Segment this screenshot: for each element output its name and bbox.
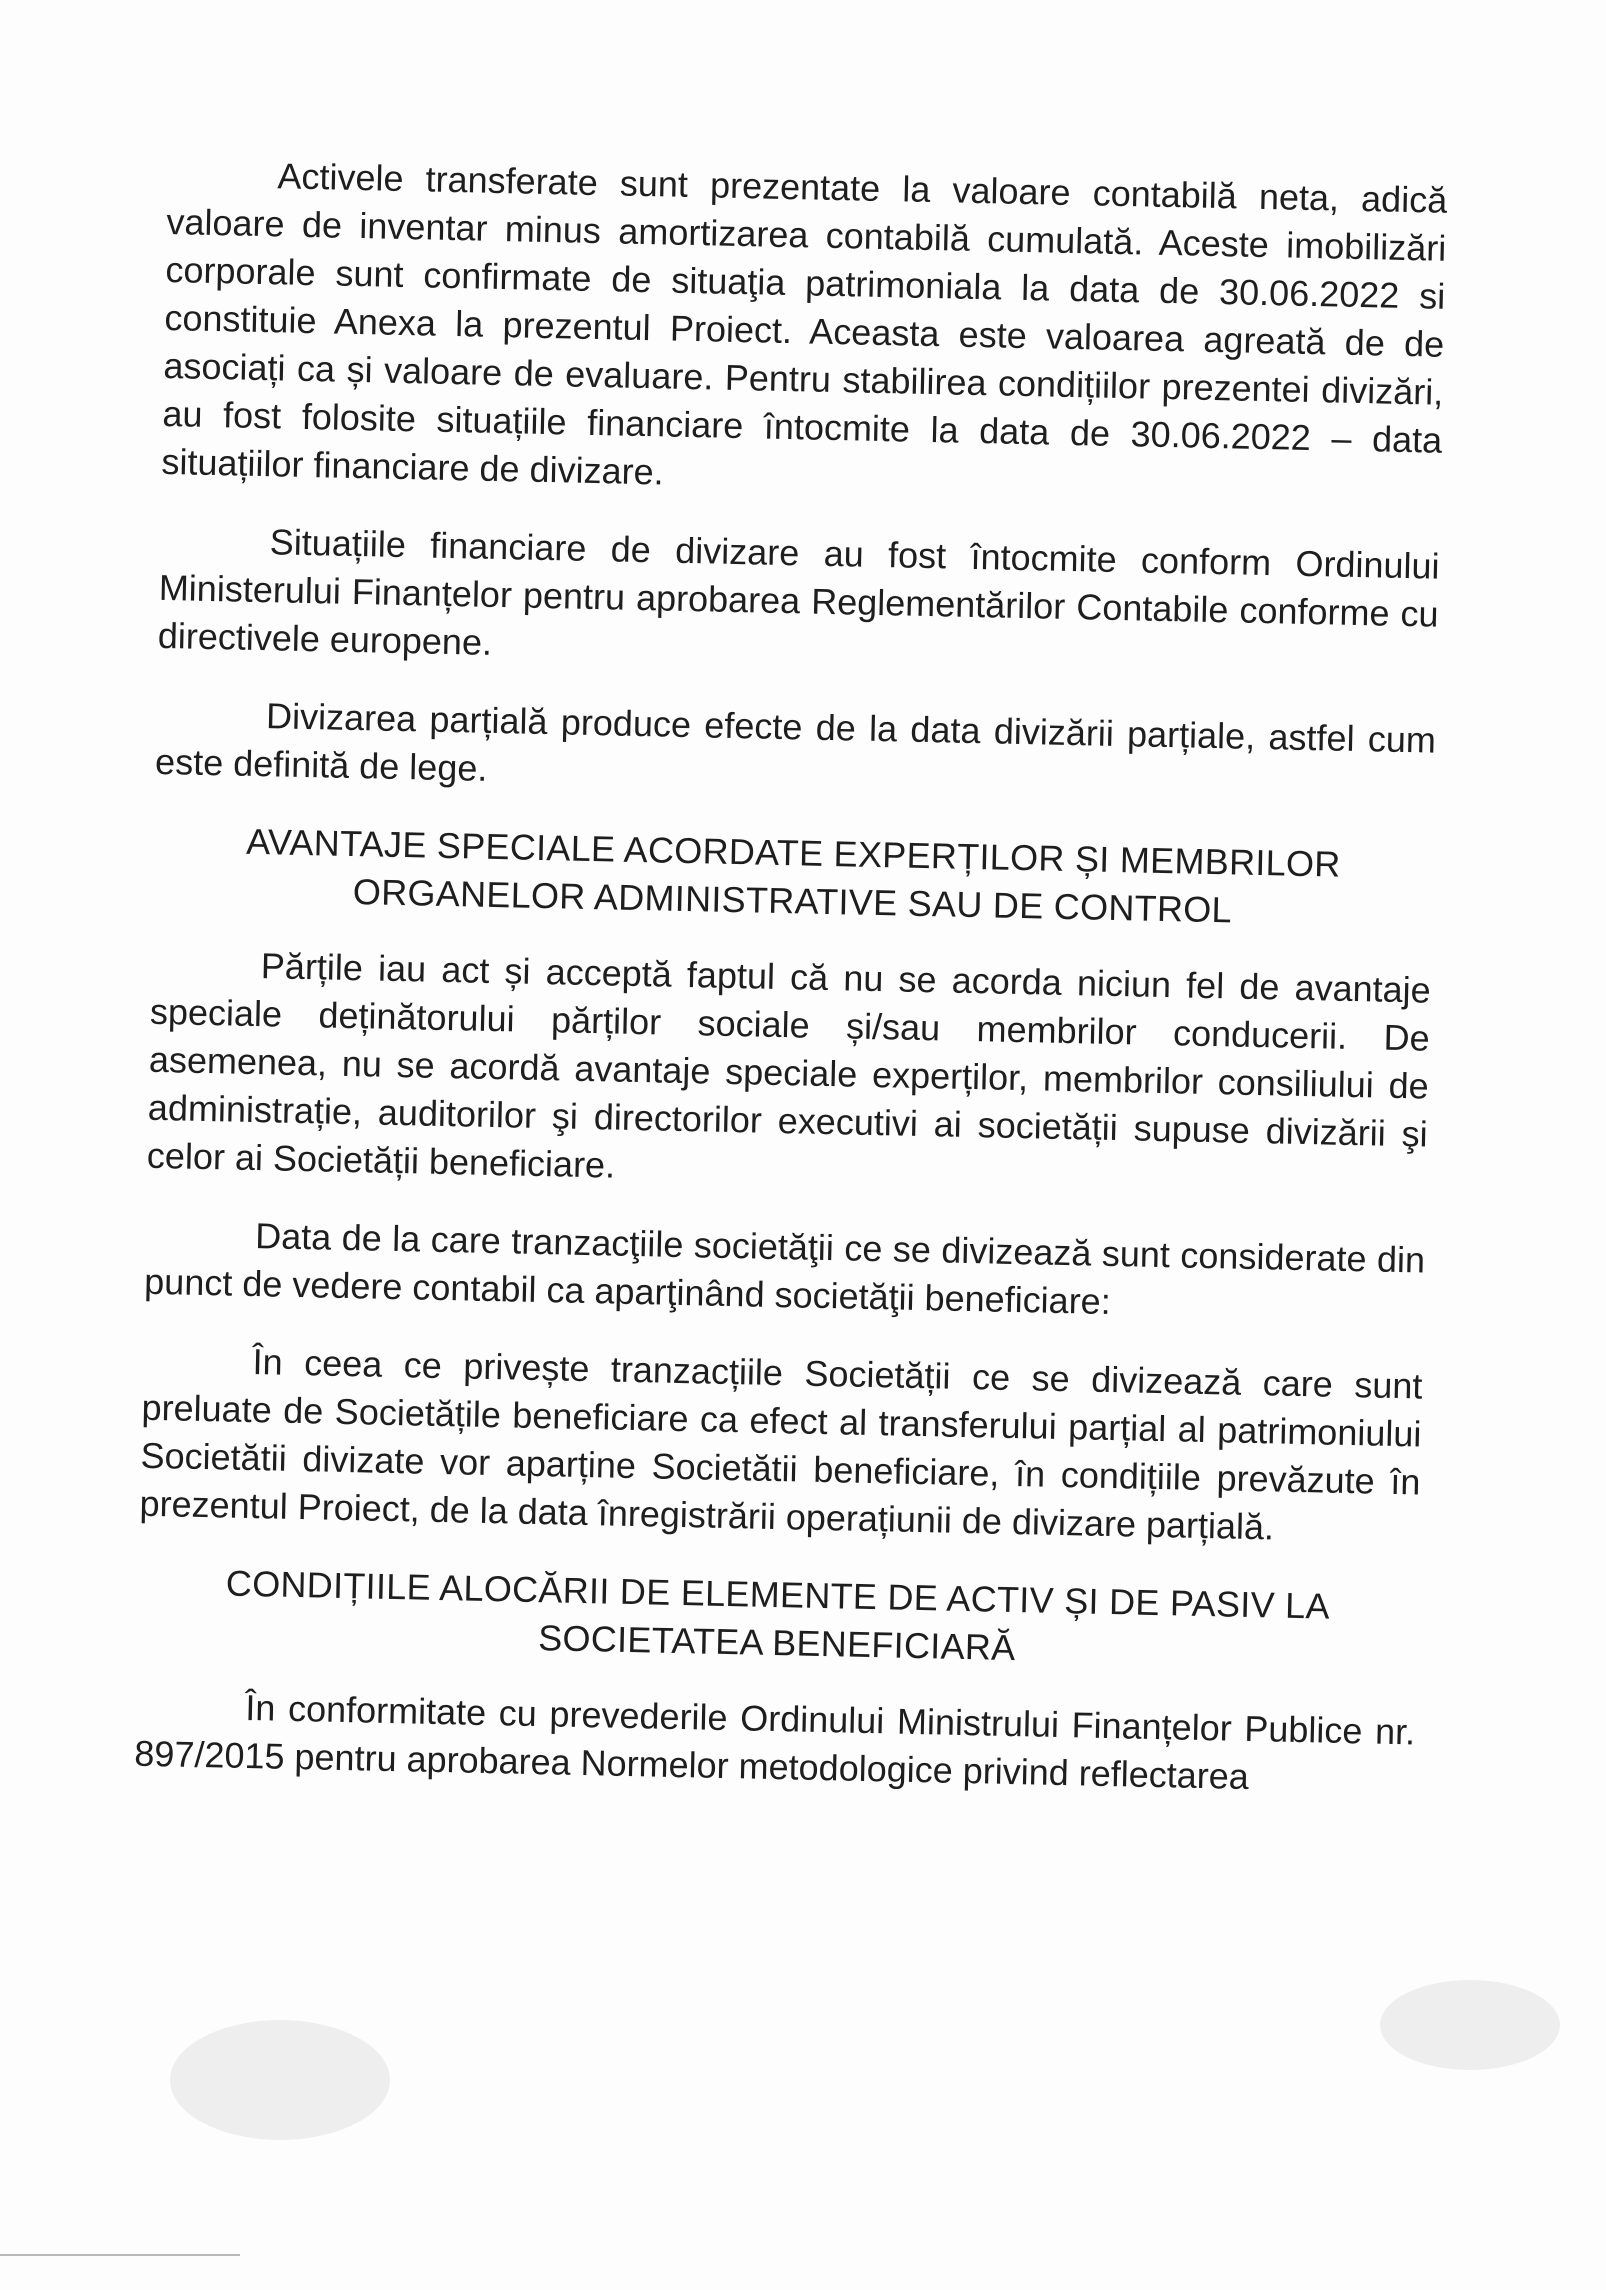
scan-edge-line <box>0 2254 240 2256</box>
paragraph-situatiile: Situațiile financiare de divizare au fost întocmite conform Ordinului Ministerului Finanțelor pentru aprobarea Reglementărilor Contabile conforme cu directivele europene. <box>157 521 1440 663</box>
section-heading-avantaje: AVANTAJE SPECIALE ACORDATE EXPERȚILOR ȘI MEMBRILOR ORGANELOR ADMINISTRATIVE SAU DE CONTROL <box>245 820 1342 931</box>
document-body <box>133 150 1447 1834</box>
paragraph-divizarea: Divizarea parțială produce efecte de la data divizării parțiale, astfel cum este definită de lege. <box>154 695 1437 789</box>
section-heading-conditiile: CONDIȚIILE ALOCĂRII DE ELEMENTE DE ACTIV ȘI DE PASIV LA SOCIETATEA BENEFICIARĂ <box>225 1562 1331 1669</box>
paragraph-tranzactiile: În ceea ce privește tranzacțiile Societății ce se divizează care sunt preluate de Societățile beneficiare ca efect al transferului parțial al patrimoniului Societătii divizate vor aparține Societătii beneficiare, în condițiile prevăzute în prezentul Proiect, de la data înregistrării operațiunii de divizare parțială. <box>139 1341 1423 1548</box>
scan-noise <box>1380 1980 1560 2070</box>
paragraph-activele: Activele transferate sunt prezentate la valoare contabilă neta, adică valoare de inventar minus amortizarea contabilă cumulată. Aceste imobilizări corporale sunt confirmate de situaţia patrimoniala la data de 30.06.2022 si constituie Anexa la prezentul Proiect. Aceasta este valoarea agreată de de asociați ca și valoare de evaluare. Pentru stabilirea condițiilor prezentei divizări, au fost folosite situațiile financiare întocmite la data de 30.06.2022 – data situațiilor financiare de divizare. <box>161 155 1448 493</box>
paragraph-partile: Părțile iau act și acceptă faptul că nu se acorda niciun fel de avantaje speciale deținătorului părților sociale și/sau membrilor conducerii. De asemenea, nu se acordă avantaje speciale experților, membrilor consiliului de administrație, auditorilor şi directorilor executivi ai societății supuse divizării şi celor ai Societății beneficiare. <box>146 945 1432 1186</box>
scan-noise <box>170 2020 390 2140</box>
paragraph-conformitate: În conformitate cu prevederile Ordinului Ministrului Finanțelor Publice nr. 897/2015 pentru aprobarea Normelor metodologice privind reflectarea <box>133 1686 1416 1797</box>
paragraph-data: Data de la care tranzacţiile societăţii ce se divizează sunt considerate din punct de vedere contabil ca aparţinând societăţii beneficiare: <box>143 1215 1426 1322</box>
